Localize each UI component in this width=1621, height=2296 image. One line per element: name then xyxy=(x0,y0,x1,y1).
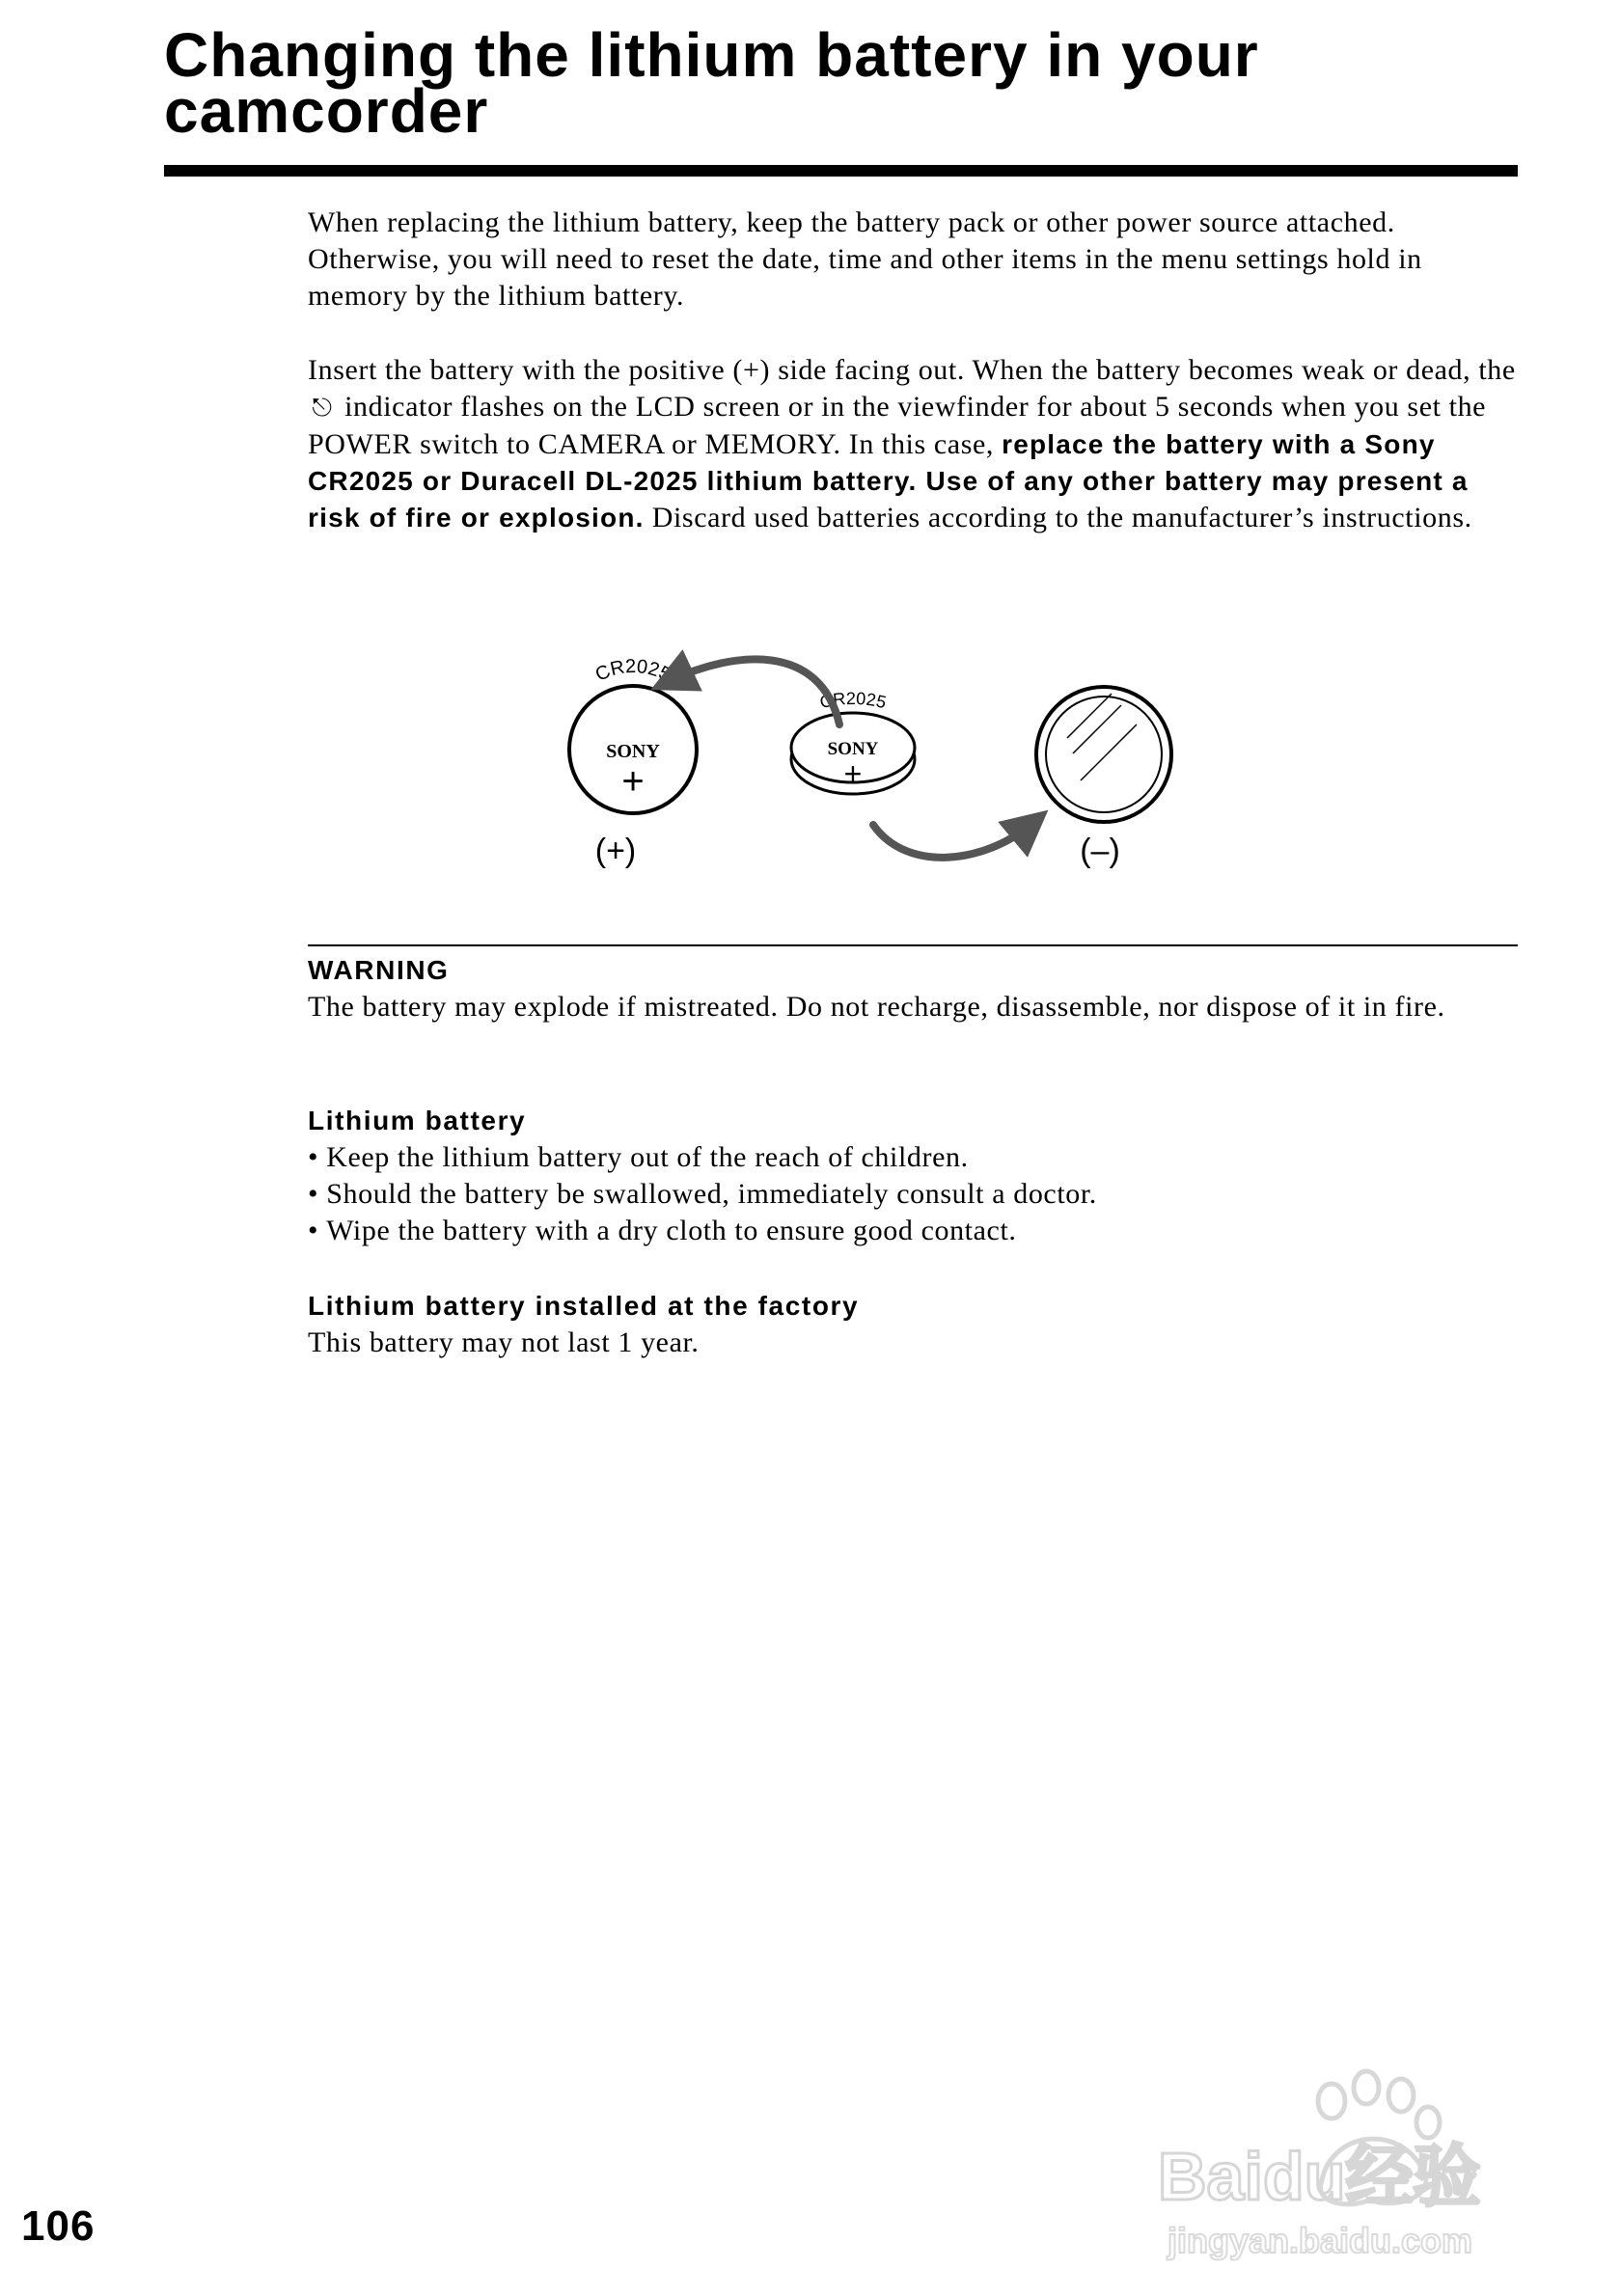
battery-model-label: CR2025 xyxy=(591,655,674,686)
battery-model-label-angled: CR2025 xyxy=(817,688,889,713)
battery-brand-label: SONY xyxy=(606,741,660,762)
title-rule xyxy=(164,165,1518,177)
lithium-heading: Lithium battery xyxy=(308,1106,527,1135)
insert-text-c: Discard used batteries according to the manufacturer’s instructions. xyxy=(651,502,1472,533)
factory-text: This battery may not last 1 year. xyxy=(308,1326,700,1358)
positive-side-label: (+) xyxy=(594,833,637,869)
warning-heading: WARNING xyxy=(308,955,450,985)
factory-heading: Lithium battery installed at the factory xyxy=(308,1291,860,1321)
list-item: • Keep the lithium battery out of the reach of children. xyxy=(308,1139,1524,1176)
baidu-jingyan-watermark xyxy=(1148,2055,1553,2267)
lithium-battery-indicator-icon: ⎋ xyxy=(312,394,333,423)
lithium-bullet-list xyxy=(308,1139,1524,1249)
battery-plus-mark: + xyxy=(621,760,645,803)
svg-text:CR2025 xyxy=(592,656,674,686)
battery-plus-mark-angled: + xyxy=(843,756,863,791)
list-item: • Wipe the battery with a dry cloth to ensure good contact. xyxy=(308,1213,1524,1249)
insert-warning-bold: replace the battery with a Sony CR2025 or Duracell DL-2025 lithium battery. Use of any other battery may present a risk of fire or explosion. xyxy=(308,429,1469,533)
insert-text-b: indicator flashes on the LCD screen or in the viewfinder for about 5 seconds when you set the POWER switch to CAMERA or MEMORY. In this case, xyxy=(308,391,1487,460)
intro-paragraph: When replacing the lithium battery, keep the battery pack or other power source attached. Otherwise, you will need to reset the date, time and other items in the menu settings hold in memory by the lithium battery. xyxy=(308,206,1422,312)
flip-arrow-top xyxy=(672,659,839,724)
battery-inserting xyxy=(791,689,915,794)
flip-arrow-bottom xyxy=(873,825,1030,858)
list-item: • Should the battery be swallowed, immediately consult a doctor. xyxy=(308,1176,1524,1213)
page-title: Changing the lithium battery in your camcorder xyxy=(164,20,1259,146)
insert-paragraph xyxy=(308,352,1524,536)
warning-text: The battery may explode if mistreated. Do not recharge, disassemble, nor dispose of it in fire. xyxy=(308,991,1445,1023)
insert-text-a: Insert the battery with the positive (+) side facing out. When the battery becomes weak or dead, the xyxy=(308,354,1516,386)
battery-replacement-figure xyxy=(540,632,1196,883)
page-number: 106 xyxy=(21,2202,96,2250)
watermark-url: jingyan.baidu.com xyxy=(1168,2221,1473,2260)
battery-negative-side xyxy=(1036,687,1171,822)
watermark-logo: Baidu经验 xyxy=(1158,2139,1481,2214)
section-divider xyxy=(308,944,1518,946)
battery-brand-label-angled: SONY xyxy=(827,739,879,759)
negative-side-label: (–) xyxy=(1080,833,1120,869)
